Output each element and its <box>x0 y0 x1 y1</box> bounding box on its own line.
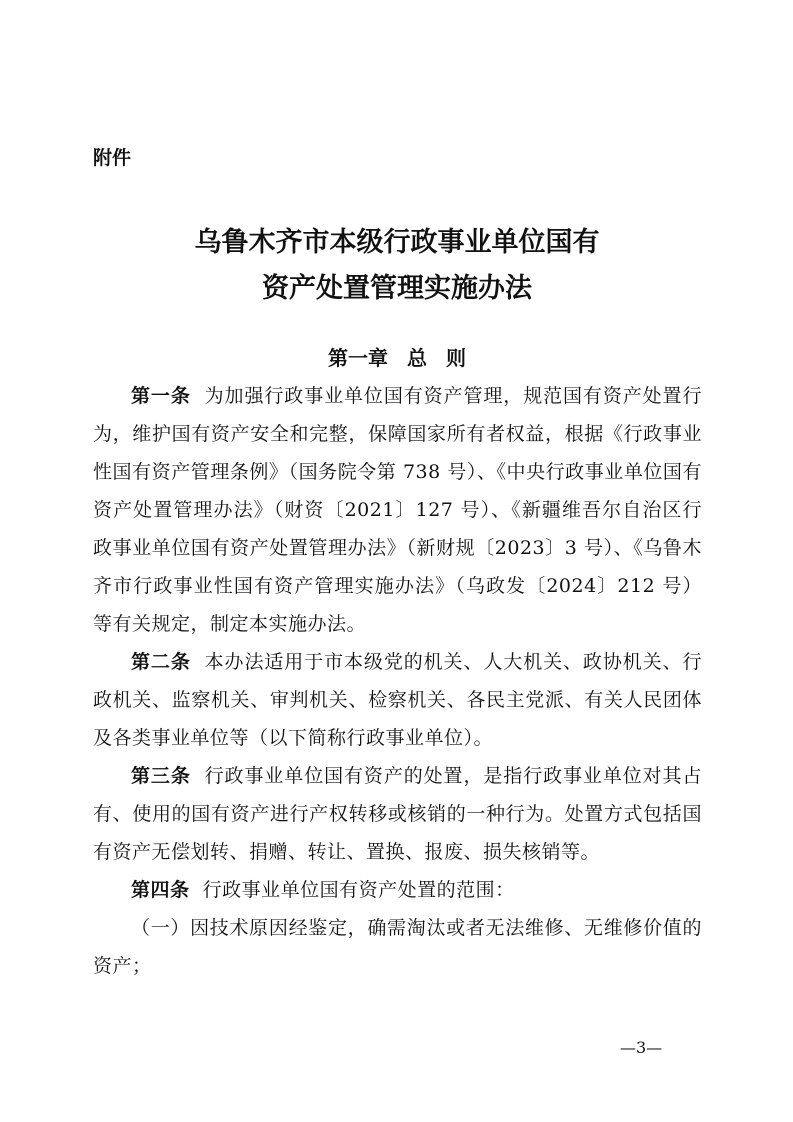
article-1 <box>93 377 702 643</box>
article-2 <box>93 643 702 757</box>
page-number: —3— <box>620 1038 663 1057</box>
article-3-label: 第三条 <box>131 765 191 787</box>
article-4-label: 第四条 <box>131 879 190 901</box>
article-4-item-1: （一）因技术原因经鉴定，确需淘汰或者无法维修、无维修价值的资产； <box>93 917 702 977</box>
attachment-label: 附件 <box>93 147 132 169</box>
article-4-text: 行政事业单位国有资产处置的范围： <box>202 879 515 901</box>
title-line-2: 资产处置管理实施办法 <box>262 273 532 304</box>
document-title <box>93 220 701 312</box>
article-1-label: 第一条 <box>131 385 191 407</box>
article-3 <box>93 757 702 871</box>
document-body <box>93 377 702 985</box>
article-3-text: 行政事业单位国有资产的处置，是指行政事业单位对其占有、使用的国有资产进行产权转移或核销的一种行为。处置方式包括国有资产无偿划转、捐赠、转让、置换、报废、损失核销等。 <box>93 765 702 863</box>
article-1-text: 为加强行政事业单位国有资产管理，规范国有资产处置行为，维护国有资产安全和完整，保障国家所有者权益，根据《行政事业性国有资产管理条例》（国务院令第 738 号）、《中央行政事业单位国有资产处置管理办法》（财资〔2021〕127 号）、《新疆维吾尔自治区行政事业单位国有资产处置管理办法》（新财规〔2023〕3 号）、《乌鲁木齐市行政事业性国有资产管理实施办法》（乌政发〔2024〕212 号）等有关规定，制定本实施办法。 <box>93 385 702 635</box>
title-line-1: 乌鲁木齐市本级行政事业单位国有 <box>194 227 600 258</box>
article-2-label: 第二条 <box>131 651 191 673</box>
article-2-text: 本办法适用于市本级党的机关、人大机关、政协机关、行政机关、监察机关、审判机关、检察机关、各民主党派、有关人民团体及各类事业单位等（以下简称行政事业单位）。 <box>93 651 702 749</box>
article-4 <box>93 871 702 909</box>
chapter-heading: 第一章 总 则 <box>328 346 466 370</box>
